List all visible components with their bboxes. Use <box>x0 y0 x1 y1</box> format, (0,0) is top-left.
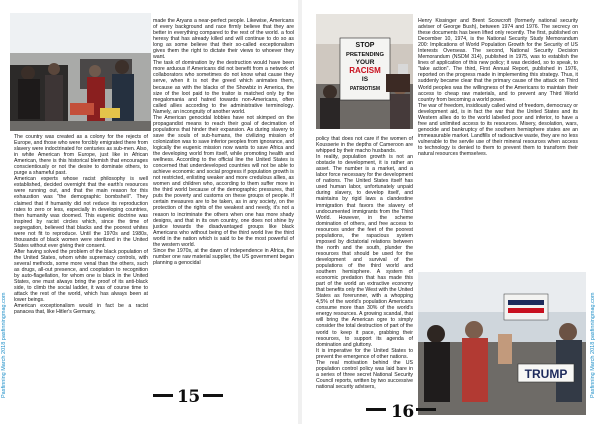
paragraph: The war of freedom, insidiously called wind of freedom, democracy or development aid, is in fact the war that the United States and its Western allies do to the world labelled poor and inferior, to have a free and unlimited access to its resources. Misery, desolation, wars, genocide and bankruptcy of the southern hemisphere states are an immeasurable market. Landfills of radioactive waste, they are no less vulnerable to the servile use of their mineral resources when access to technology is denied to them to prevent them to transform their natural resources themselves. <box>418 102 578 158</box>
paragraph: American experts whose racist philosophy is well established, decided overnight that the earth's resources were running out, and that the main reason for this exhaustion was "the demographic bombshell". They claimed that if humanity did not reduce its reproduction rates to zero or less, especially in developing countries, then humanity was doomed. This eugenic doctrine was inspired by racist circles which, since the time of segregation, believed that blacks and the poorest whites were not fit to reproduce. Until the 1970s and 1980s, thousands of black women were sterilized in the United States without ever giving their consent. <box>14 176 148 249</box>
protest-sign-illustration <box>316 14 413 129</box>
right-page-column-1 <box>316 136 413 408</box>
paragraph: The task of domination by the destruction would have been more arduous if Americans did not benefit from a network of collaborators who sometimes do not know what cause they serve, when it is not the greed which animates them, because as with the blacks of the Showbiz in America, the size of the loot paid to the traitor is matched only by the megalomania and hatred towards non-Americans, often called allies according to the administrative terminology. Namely, an incongruity of another world. <box>153 60 294 115</box>
paragraph: policy that does not care if the women of Kousserie in the depths of Cameroon are whipped by their macho husbands. <box>316 136 413 155</box>
sign-line: PRETENDING <box>345 52 385 58</box>
trump-rally-illustration <box>418 272 586 415</box>
trump-rally-photo <box>418 272 586 415</box>
paragraph: Henry Kissinger and Brent Scowcroft (formerly national security adviser of George Bush), between 1974 and 1976. The secrecy on these documents has been lifted only recently. The first, published on December 10, 1974, is the National Security Study Memorandum 200: Implications of World Population Growth for the Security of US Interests Overseas. The second, National Security Decision Memorandum (NSDM 314), published in 1975, was to establish the lines of application of this new policy; it was decided, so to speak, to "take action". The third, First Annual Report, published in 1976, reported on the progress made in implementing this strategy. Thus, it suddenly became clear that the primary cause of the attack on Third World peoples was the willingness of the Americans to maintain their access to cheap raw materials, and to prevent any Third World country from becoming a world power. <box>418 18 578 103</box>
rally-sign-text: TRUMP <box>524 367 568 381</box>
sign-line: STOP <box>355 42 375 49</box>
memorial-crowd-illustration <box>10 13 151 131</box>
paragraph: The American genocidal lobbies have not skimped on the propagandist means to reach their goal of decimation of populations that hinder their expansion. As during slavery to save the souls of sub-humans, the civilizing mission of colonization was to save inferior peoples from ignorance, and logically the eugenic mission now wants to save Africa and the developing world from itself, while promoting health and wellness. According to the official line the United States is concerned that underdeveloped countries will not be able to achieve economic and social progress if population growth is not restricted, enlisting weaker and more credulous allies, as women and children who, according to them suffer more in the third world because of the demographic pressures, that puts the poverty and customs on these groups of people. If certain measures are to be taken, as in any society, on the protection of the rights of the weakest and needy, it's not a reason to incriminate the others when one has more shady designs, and that in its own country, one does not shine by justice towards the disadvantaged groups like black Americans who without being of the third world live the third world in the nation which is said to be the most powerful of the western world. <box>153 114 294 248</box>
paragraph: Since the 1970s, at the dawn of independence in Africa, the number one raw material supplier, the US government began planning a genocidal <box>153 247 294 266</box>
paragraph: The real motivation behind the US population control policy was laid bare in a series of three secret National Security Council reports, written by two successive national security advisers, <box>316 359 413 390</box>
sign-line: YOUR <box>355 59 375 66</box>
paragraph: made the Aryans a near-perfect people. Likewise, Americans of every background and race firmly believe that they are better in everything compared to the rest of the world. a fool heresy that has already killed and will continue to do so as long as some believe that their so-called exceptionalism gives them the right to dictate their views to whoever they want. <box>153 18 294 61</box>
left-side-label: Pasfinning March 2018 pasfinningmag.com <box>1 292 7 398</box>
page-number-left: 15 <box>177 387 200 407</box>
paragraph: American exceptionalism would in fact be a racist panacea that, like Hitler's Germany, <box>14 303 148 316</box>
page-number-right: 16 <box>391 402 414 422</box>
paragraph: It is imperative for the United States to prevent the emergence of other nations. <box>316 347 413 360</box>
protest-sign-photo <box>316 14 413 129</box>
paragraph: In reality, population growth is not an obstacle to development, it is rather an asset. The number is a market, and a labor force necessary for the development of nations. The United States itself has used human labor, unfortunately unpaid during slavery, to develop itself, and maintains by rigid laws a clandestine immigration that favors the slavery of undocumented immigrants from the Third World. However, in the scheme domination of others, and free access to resources under the feet of the poorest populations, the rapacious system imposed by dictatorial relations between the north and the south, plunder the resources that should be used for the development and survival of the populations of the third world and southern hemisphere. A system of economic predation that has made this part of the world an extractive economy that benefits only the West with the United States as forerunner, with a whopping 4,5% of the world's population Americans consume more than 30% of the world's energy resources. A growing scandal, that will bring the American ogre to simply consider the total destruction of part of the world to keep it pace, grabbing their resources, to support its agenda of domination and gluttony. <box>316 154 413 348</box>
sign-line: IS <box>361 76 369 83</box>
right-page-column-2 <box>418 18 578 270</box>
sign-line: PATRIOTISM <box>349 86 381 92</box>
right-side-label: Pasfinning March 2018 pasfinningmag.com <box>590 292 596 398</box>
memorial-crowd-photo <box>10 13 151 131</box>
left-page-column-2 <box>153 18 294 408</box>
paragraph: The country was created as a colony for the rejects of Europe, and those who were forcibly emigrated there from slavery were indoctrinated for centuries as sub-men. Also, in white American from Europe, just like in African American, there is this historical blemish that encourages conscientiously or not the desire to dominate others, to purge a shameful past. <box>14 134 148 177</box>
sign-line: RACISM <box>349 66 381 75</box>
paragraph: After having solved the problem of the black population of the United States, whom white supremacy controls, with several methods, some more venal than the others, such as drugs, all-out presence, and cooptation to recognition by auto-flagellation, for whom one is black in the United States, one must always bring the proof of its anti-black side, to climb the social ladder, it was of course time to attack the rest of the world, which has always been at lower beings. <box>14 248 148 304</box>
left-page-column-1 <box>14 134 148 420</box>
